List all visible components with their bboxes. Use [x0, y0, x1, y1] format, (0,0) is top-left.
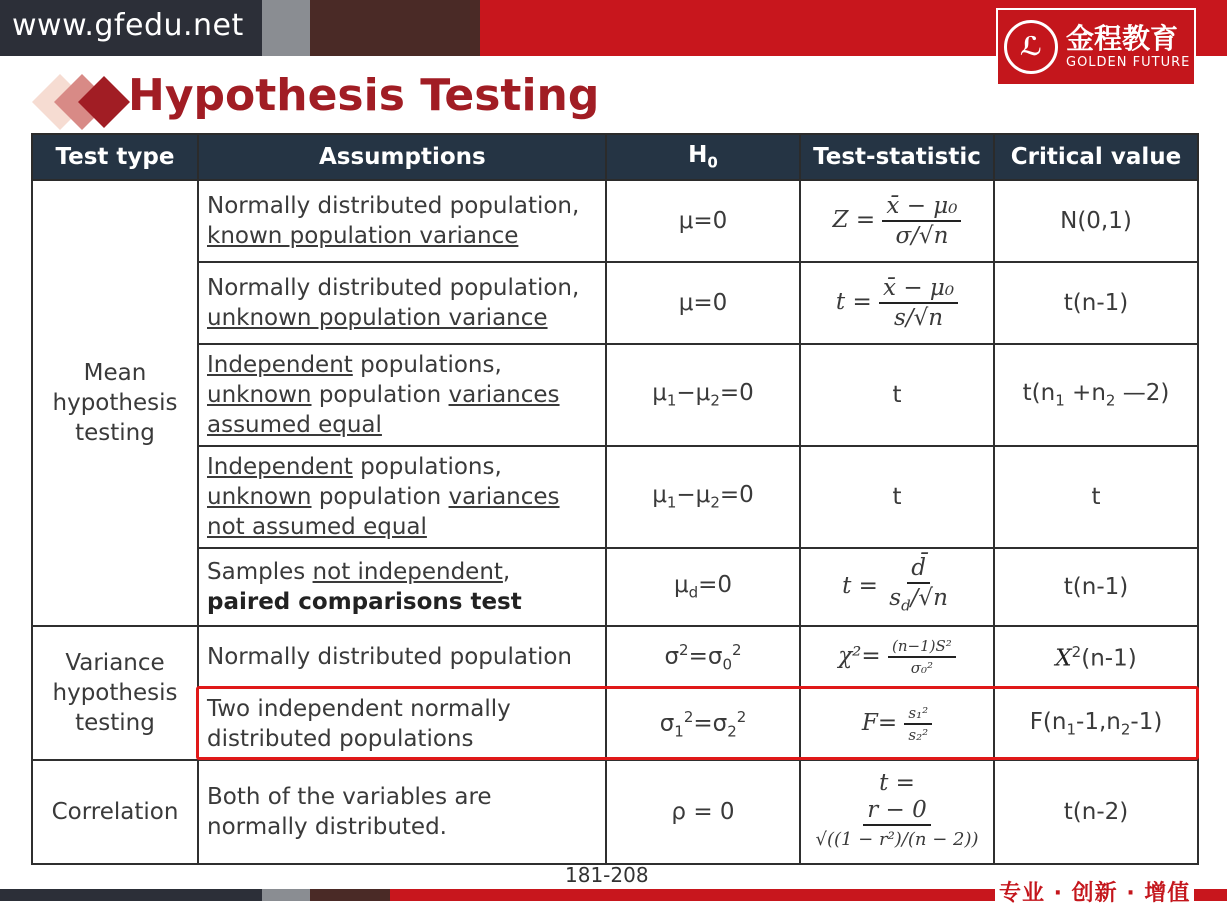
header-h0: $H_0$: [606, 134, 800, 180]
test-statistic-cell: t = $\frac{d̄}{s_d/√n}$: [800, 548, 994, 626]
table-row: [32, 760, 1198, 864]
test-statistic-cell: F= $\frac{\text{s₁²}}{\text{s₂²}}$: [800, 688, 994, 760]
table-header-row: [32, 134, 1198, 180]
table-row: [32, 548, 1198, 626]
header-test-statistic: Test-statistic: [800, 134, 994, 180]
test-statistic-cell: Z = $\frac{\text{x̄ − μ₀}}{\sigma/√n}$: [800, 180, 994, 262]
assumption-cell: Samples not independent, paired comparisons test: [198, 548, 606, 626]
assumption-cell: Independent populations, unknown population variances not assumed equal: [198, 446, 606, 548]
critical-value-cell: N(0,1): [994, 180, 1198, 262]
site-url[interactable]: www.gfedu.net: [12, 8, 244, 43]
table-row: [32, 626, 1198, 688]
critical-value-cell: t(n-1): [994, 262, 1198, 344]
assumption-cell: Both of the variables are normally distributed.: [198, 760, 606, 864]
highlight-box: [196, 686, 1199, 760]
h0-cell: $\mu_d=0$: [606, 548, 800, 626]
h0-cell: $\mu_1-\mu_2=0$: [606, 446, 800, 548]
page-number: 181-208: [565, 863, 649, 887]
assumption-cell: Two independent normally distributed populations: [198, 688, 606, 760]
h0-cell: μ=0: [606, 262, 800, 344]
test-statistic-cell: χ²= $\frac{\text{(n−1)S²}}{\text{σ₀²}}$: [800, 626, 994, 688]
test-type-variance: Variance hypothesis testing: [32, 626, 198, 760]
assumption-cell: Normally distributed population, known population variance: [198, 180, 606, 262]
test-type-correlation: Correlation: [32, 760, 198, 864]
h0-cell: μ=0: [606, 180, 800, 262]
title-diamond-icon: [30, 72, 140, 132]
h0-cell: $\sigma_1^2=\sigma_2^2$: [606, 688, 800, 760]
test-statistic-cell: t = $\frac{r - 0}{\text{√((1 − r²)/(n − 2))}}$: [800, 760, 994, 864]
table-row: [32, 180, 1198, 262]
critical-value-cell: t(n-1): [994, 548, 1198, 626]
page-title: Hypothesis Testing: [128, 70, 600, 121]
table-row: [32, 262, 1198, 344]
critical-value-cell: $F(n_1-1,n_2-1)$: [994, 688, 1198, 760]
assumption-cell: Normally distributed population: [198, 626, 606, 688]
assumption-cell: Independent populations, unknown population variances assumed equal: [198, 344, 606, 446]
assumption-cell: Normally distributed population, unknown population variance: [198, 262, 606, 344]
critical-value-cell: t: [994, 446, 1198, 548]
critical-value-cell: t(n-2): [994, 760, 1198, 864]
header-critical-value: Critical value: [994, 134, 1198, 180]
h0-cell: $\sigma^2=\sigma_0^2$: [606, 626, 800, 688]
brand-logo: [996, 8, 1196, 86]
critical-value-cell: $X^2(n-1)$: [994, 626, 1198, 688]
logo-chinese-name: 金程教育: [1066, 22, 1179, 55]
header-assumptions: Assumptions: [198, 134, 606, 180]
test-statistic-cell: t = $\frac{\text{x̄ − μ₀}}{s/√n}$: [800, 262, 994, 344]
test-statistic-cell: t: [800, 446, 994, 548]
test-type-mean: Mean hypothesis testing: [32, 180, 198, 626]
slogan: 专业 · 创新 · 增值: [995, 876, 1194, 907]
test-statistic-cell: t: [800, 344, 994, 446]
header-test-type: Test type: [32, 134, 198, 180]
table-row: [32, 446, 1198, 548]
h0-cell: $\mu_1-\mu_2=0$: [606, 344, 800, 446]
table-row: [32, 344, 1198, 446]
logo-english-name: GOLDEN FUTURE: [1066, 55, 1191, 70]
critical-value-cell: $t(n_1 +n_2$ —2): [994, 344, 1198, 446]
logo-seal-icon: ℒ: [1004, 20, 1058, 74]
h0-cell: ρ = 0: [606, 760, 800, 864]
